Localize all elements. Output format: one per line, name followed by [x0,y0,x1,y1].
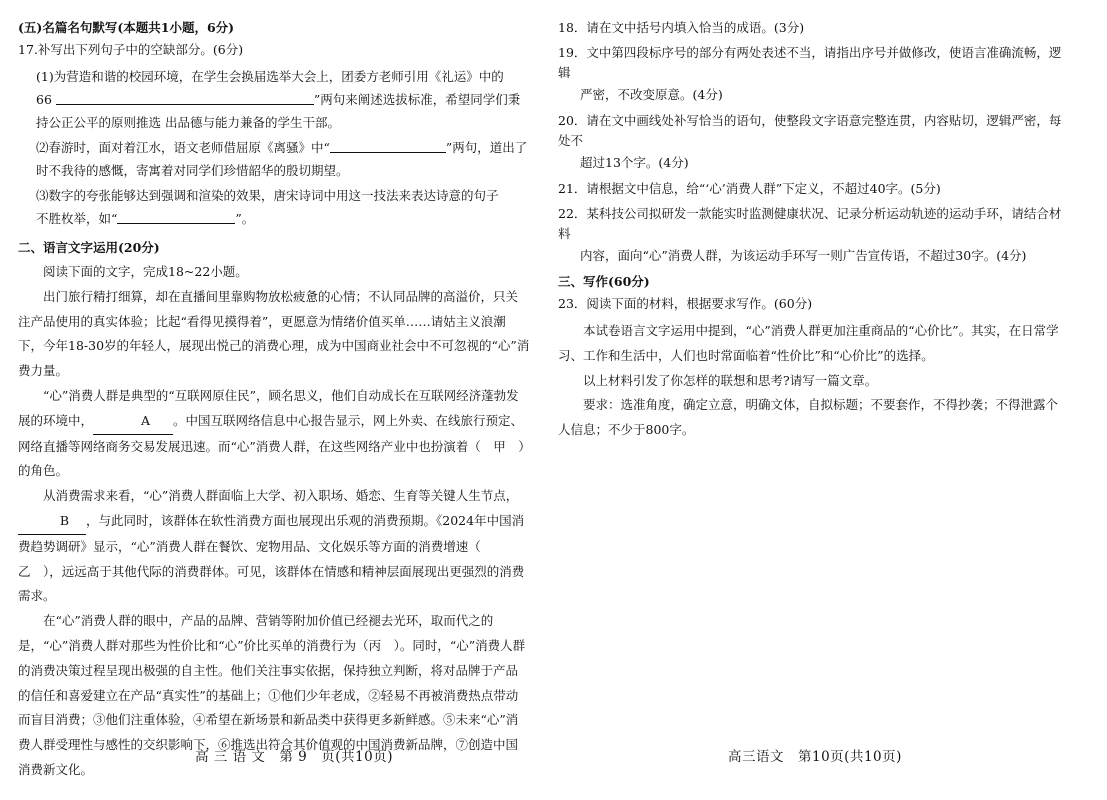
question-22 [558,204,1064,267]
passage-paragraph-3 [18,484,530,609]
passage-paragraph-4: 在“心”消费人群的眼中，产品的品牌、营销等附加价值已经褪去光环，取而代之的是，“心”消费人群对那些为性价比和“心”价比买单的消费行为（丙 ）。同时，“心”消费人群的消费决策过程呈现出极强的自主性。他们关注事实依据，保持独立判断，将对品牌于产品的信任和喜爱建立在产品“真实性”的基础上；①他们少年老成，②轻易不再被消费热点带动而盲目消费；③他们注重体验，④希望在新场景和新品类中获得更多新鲜感。⑤未来“心”消费人群受理性与感性的交织影响下，⑥推选出符合其价值观的中国消费新品牌，⑦创造中国消费新文化。 [18,613,526,777]
q17-item3-text-a: ⑶数字的夸张能够达到强调和渲染的效果，唐宋诗词中用这一技法来表达诗意的句子 [36,188,499,203]
question-20-line-1: 20．请在文中画线处补写恰当的语句，使整段文字语意完整连贯，内容贴切，逻辑严密，每处不 [558,113,1062,148]
question-19-line-1: 19．文中第四段标序号的部分有两处表述不当，请指出序号并做修改，使语言准确流畅，逻辑 [558,45,1062,80]
q17-item1-text-a: (1)为营造和谐的校园环境，在学生会换届选举大会上，团委方老师引用《礼运》中的 [36,69,504,84]
question-19-line-2: 严密，不改变原意。(4分) [580,87,723,102]
q17-item1-number: 66 [36,92,52,107]
page-10-footer: 高三语文 第10页(共10页) [728,749,902,765]
writing-material: 本试卷语言文字运用中提到，“心”消费人群更加注重商品的“心价比”。其实，在日常学习、工作和生活中，人们也时常面临着“性价比”和“心价比”的选择。 [558,323,1059,363]
question-20 [558,111,1064,174]
q17-item1-text-c: 持公正公平的原则推选 出品德与能力兼备的学生干部。 [36,115,340,130]
answer-blank-1[interactable] [56,90,314,105]
q17-item1-text-b: ”两句来阐述选拔标准，希望同学们秉 [313,92,521,107]
writing-requirements: 要求：选准角度，确定立意，明确文体，自拟标题；不要套作，不得抄袭；不得泄露个人信息；不少于800字。 [558,397,1059,438]
paragraph-2-text-b: 。中国互联网络信息中心报告显示，网上外卖、在线旅行预定、网络直播等网络商务交易发展迅速。而“心”消费人群，在这些网络产业中也扮演着（ 甲 ）的角色。 [18,412,525,479]
section-header-5: (五)名篇名句默写(本题共1小题，6分) [18,20,235,35]
paragraph-2-text-a: “心”消费人群是典型的“互联网原住民”，顾名思义，他们自动成长在互联网经济蓬勃发展的环境中， [18,387,519,428]
section-header-2: 二、语言文字运用(20分) [18,240,160,255]
q17-item2-text-a: ⑵春游时，面对着江水，语文老师借屈原《离骚》中“ [36,140,330,155]
q17-item2-text-b: ”两句，道出了 [445,140,528,155]
question-23: 23．阅读下面的材料，根据要求写作。(60分) [558,296,813,311]
question-22-line-1: 22．某科技公司拟研发一款能实时监测健康状况、记录分析运动轨迹的运动手环，请结合材料 [558,206,1062,241]
q17-item3-text-b: 不胜枚举，如“ [36,211,118,226]
question-22-line-2: 内容，面向“心”消费人群，为该运动手环写一则广告宣传语，不超过30字。(4分) [580,248,1027,263]
blank-a[interactable]: A [93,409,173,435]
question-19 [558,43,1064,106]
blank-b[interactable]: B [18,509,86,535]
question-20-line-2: 超过13个字。(4分) [580,155,689,170]
question-17-item-1 [18,65,530,134]
answer-blank-3[interactable] [117,209,235,224]
reading-intro: 阅读下面的文字，完成18~22小题。 [43,264,248,279]
passage-paragraph-1: 出门旅行精打细算，却在直播间里靠购物放松疲惫的心情；不认同品牌的高溢价，只关注产品使用的真实体验；比起“看得见摸得着”，更愿意为情绪价值买单……请姑主义浪潮下，今年18-30岁的年轻人，展现出悦己的消费心理，成为中国商业社会中不可忽视的“心”消费力量。 [18,288,530,379]
page-9-footer: 高 三 语 文 第 9 页(共10页) [195,749,393,765]
exam-page-10 [558,18,1064,443]
question-17-stem: 17.补写出下列句子中的空缺部分。(6分) [18,42,244,57]
section-header-3: 三、写作(60分) [558,274,650,289]
exam-page-9 [18,18,530,783]
q17-item3-text-c: ”。 [235,211,255,226]
passage-paragraph-2 [18,384,530,484]
question-18: 18．请在文中括号内填入恰当的成语。(3分) [558,20,805,35]
answer-blank-2[interactable] [330,138,446,153]
paragraph-3-text-b: ，与此同时，该群体在软性消费方面也展现出乐观的消费预期。《2024年中国消费趋势调研》显示，“心”消费人群在餐饮、宠物用品、文化娱乐等方面的消费增速（ 乙 ），远远高于其他代际的消费群体。可见，该群体在情感和精神层面展现出更强烈的消费需求。 [18,512,525,604]
question-17-item-2 [18,136,530,182]
writing-prompt: 以上材料引发了你怎样的联想和思考?请写一篇文章。 [583,372,878,388]
paragraph-3-text-a: 从消费需求来看，“心”消费人群面临上大学、初入职场、婚恋、生育等关键人生节点， [43,488,519,504]
q17-item2-text-c: 时不我待的感慨，寄寓着对同学们珍惜韶华的殷切期望。 [36,163,349,178]
question-21: 21．请根据文中信息，给“‘心’消费人群”下定义，不超过40字。(5分) [558,181,941,196]
question-17-item-3 [18,184,530,230]
